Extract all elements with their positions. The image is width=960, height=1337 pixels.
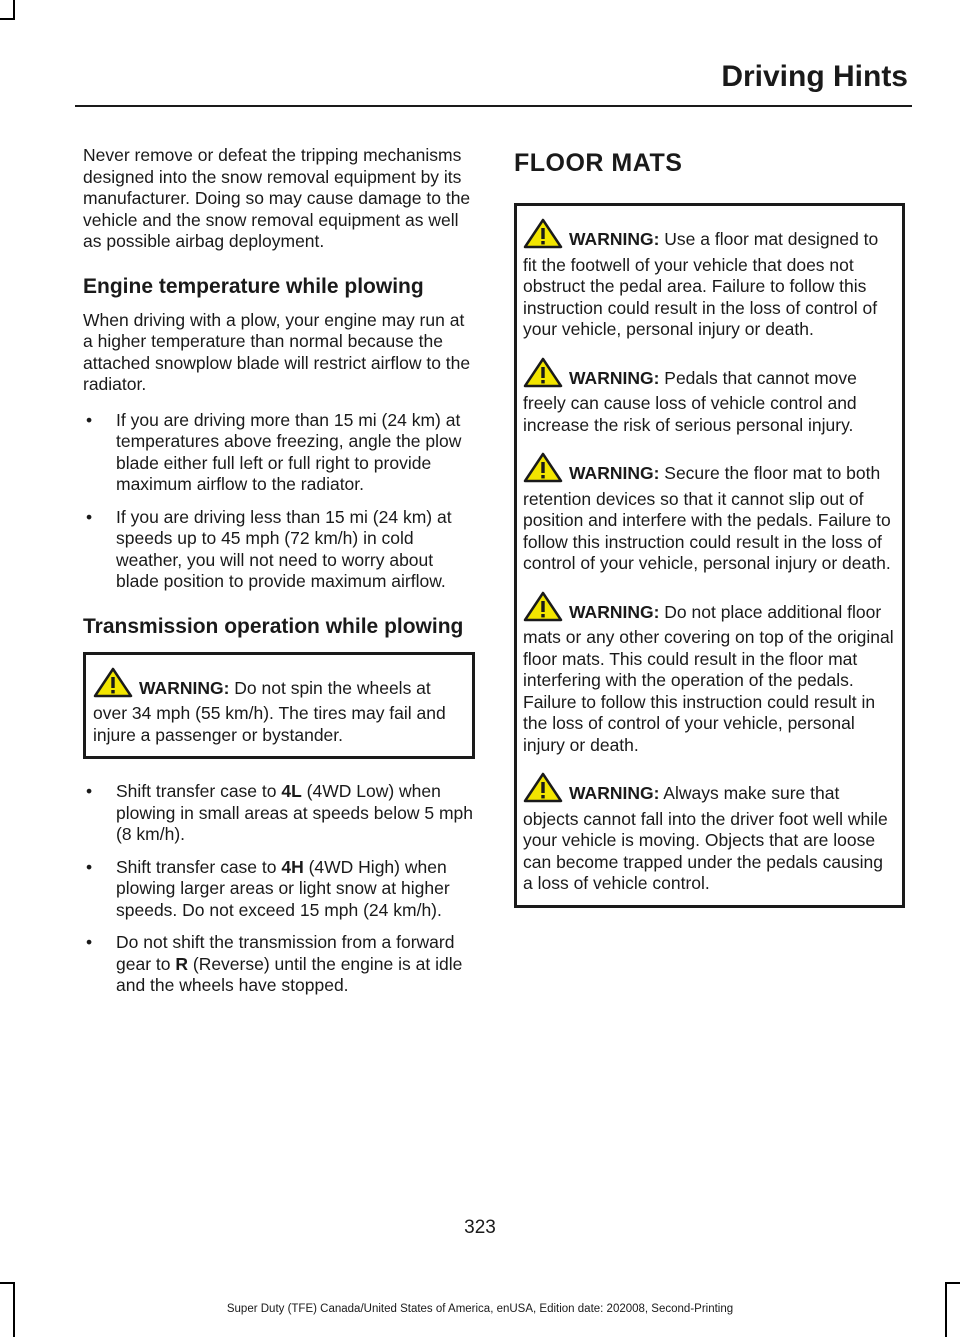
list-item [83,507,475,593]
list-item-text-bold: 4H [281,856,304,877]
warning-label: WARNING: [569,229,660,249]
warning-paragraph [523,218,896,341]
page-number: 323 [464,1217,496,1238]
list-item [83,781,475,846]
warning-label: WARNING: [569,783,660,803]
bullet-marker: • [86,409,93,430]
warning-label: WARNING: [569,367,660,388]
list-item-text-bold: 4L [281,781,302,801]
warning-triangle-icon [93,667,133,704]
warning-triangle-icon [523,452,563,489]
right-column [514,145,905,930]
list-item [83,410,475,496]
warning-paragraph [523,772,896,895]
crop-mark-bottom-right-h [946,1282,960,1284]
warning-triangle-icon [523,218,563,255]
transmission-list [83,781,475,997]
warning-paragraph [93,667,465,747]
left-column [83,145,475,1011]
crop-mark-top-left-v [13,0,15,20]
warning-paragraph [523,591,896,757]
warning-label: WARNING: [139,677,230,698]
floor-mats-warning-box [514,203,905,908]
bullet-marker: • [86,781,93,801]
list-item-text-pre: Do not shift the transmission from a forward gear to [116,932,455,974]
warning-text: Secure the floor mat to both retention devices so that it cannot slip out of position and interfere with the pedals. Failure to follow this instruction could result in the loss of control of your vehicle, personal injury or death. [523,463,891,573]
list-item-text-pre: Shift transfer case to [116,781,282,801]
warning-paragraph [523,452,896,575]
warning-label: WARNING: [569,601,660,622]
warning-text: Pedals that cannot move freely can cause loss of vehicle control and increase the risk of serious personal injury. [523,367,857,435]
warning-text: Do not spin the wheels at over 34 mph (55 km/h). The tires may fail and injure a passenger or bystander. [93,677,446,745]
warning-paragraph [523,357,896,437]
bullet-marker: • [86,506,93,527]
bullet-marker: • [86,932,93,952]
transmission-heading: Transmission operation while plowing [83,614,464,638]
list-item-text-bold: R [175,953,188,974]
snow-equipment-paragraph: Never remove or defeat the tripping mechanisms designed into the snow removal equipment by its manufacturer. Doing so may cause damage to the vehicle and the snow removal equipment as well as possible airbag deployment. [83,145,471,251]
engine-temperature-heading: Engine temperature while plowing [83,274,424,298]
engine-temperature-list [83,410,475,593]
list-item-text: If you are driving more than 15 mi (24 km) at temperatures above freezing, angle the plow blade either full left or full right to provide maximum airflow to the radiator. [116,409,462,494]
list-item [83,932,475,997]
crop-mark-bottom-left-h [0,1282,14,1284]
warning-triangle-icon [523,357,563,394]
warning-text: Use a floor mat designed to fit the footwell of your vehicle that does not obstruct the pedal area. Failure to follow this instruction could result in the loss of control of your vehicle, personal injury or death. [523,229,879,339]
header-rule [75,105,912,107]
list-item-text-post: (4WD High) when plowing larger areas or light snow at higher speeds. Do not exceed 15 mph (24 km/h). [116,856,450,920]
crop-mark-top-left-h [0,18,14,20]
transmission-warning-box [83,652,475,760]
warning-triangle-icon [523,772,563,809]
warning-text: Always make sure that objects cannot fall into the driver foot well while your vehicle is moving. Objects that are loose can become trapped under the pedals causing a loss of vehicle control. [523,783,888,893]
engine-temperature-paragraph: When driving with a plow, your engine may run at a higher temperature than normal because the attached snowplow blade will restrict airflow to the radiator. [83,309,471,394]
bullet-marker: • [86,856,93,877]
list-item-text-pre: Shift transfer case to [116,856,282,877]
list-item-text: If you are driving less than 15 mi (24 km) at speeds up to 45 mph (72 km/h) in cold weather, you will not need to worry about blade position to provide maximum airflow. [116,506,452,591]
floor-mats-heading: FLOOR MATS [514,149,683,177]
page-header-title: Driving Hints [721,60,908,93]
warning-text: Do not place additional floor mats or any other covering on top of the original floor mats. This could result in the floor mat interfering with the operation of the pedals. Failure to follow this instruction could result in the loss of control of your vehicle, personal injury or death. [523,601,894,755]
edition-footer: Super Duty (TFE) Canada/United States of America, enUSA, Edition date: 202008, Second-Printing [226,1303,734,1315]
list-item-text-post: (Reverse) until the engine is at idle and the wheels have stopped. [116,953,463,995]
list-item [83,857,475,922]
warning-label: WARNING: [569,463,660,483]
warning-triangle-icon [523,591,563,628]
list-item-text-post: (4WD Low) when plowing in small areas at speeds below 5 mph (8 km/h). [116,781,473,844]
